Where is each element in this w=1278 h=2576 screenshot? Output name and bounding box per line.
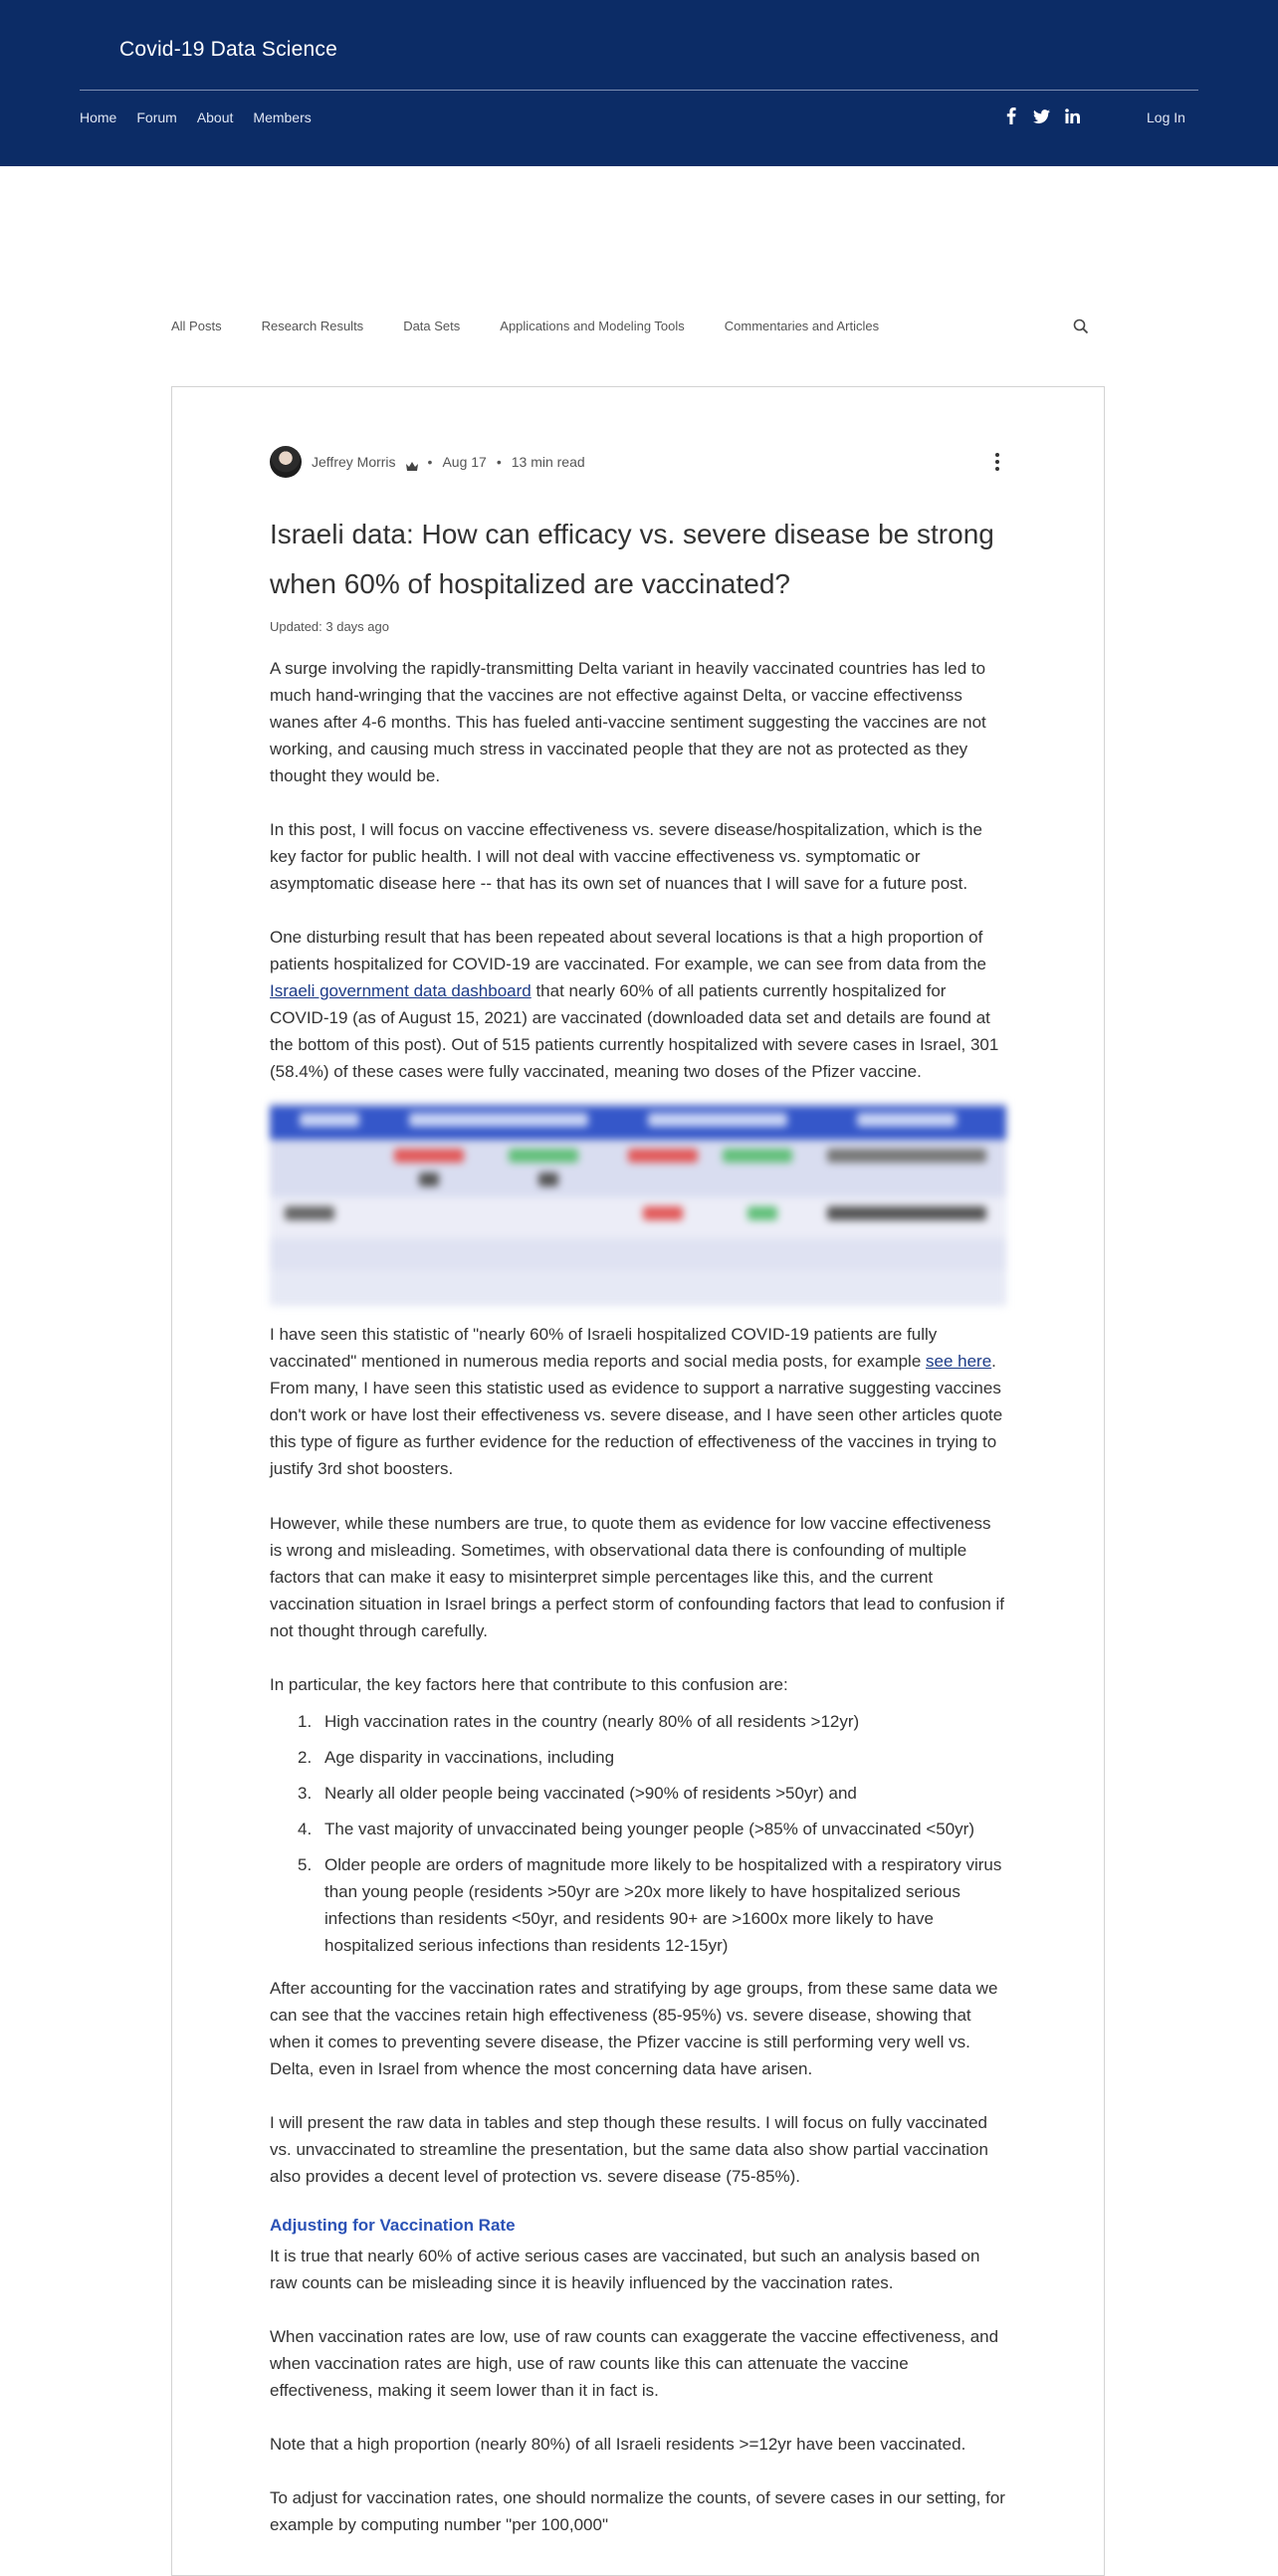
site-header <box>0 0 1278 166</box>
category-data-sets[interactable]: Data Sets <box>403 319 461 333</box>
meta-separator: • <box>496 454 502 470</box>
paragraph-key-factors: In particular, the key factors here that contribute to this confusion are: <box>270 1675 788 1694</box>
data-table-image <box>270 1101 1006 1306</box>
list-item: 4. The vast majority of unvaccinated being younger people (>85% of unvaccinated <50yr) <box>298 1820 975 1838</box>
paragraph-raw-data: I will present the raw data in tables and step though these results. I will focus on fully vaccinated vs. unvaccinated to streamline the presentation, but the same data also show partial vaccination also provides a decent level of protection vs. severe disease (75-85%). <box>270 2113 988 2186</box>
admin-crown-icon <box>406 458 418 467</box>
paragraph-statistic <box>270 1321 1006 1482</box>
site-title[interactable]: Covid-19 Data Science <box>119 38 337 61</box>
category-commentaries[interactable]: Commentaries and Articles <box>724 319 880 333</box>
list-item: 2. Age disparity in vaccinations, including <box>298 1748 615 1767</box>
read-time: 13 min read <box>511 454 585 470</box>
list-item: 1. High vaccination rates in the country (nearly 80% of all residents >12yr) <box>298 1712 860 1731</box>
facebook-icon[interactable] <box>1002 107 1019 124</box>
paragraph-disturbing-result <box>270 924 1006 1085</box>
paragraph-normalize: To adjust for vaccination rates, one should normalize the counts, of severe cases in our setting, for example by computing number "per 100,000" <box>270 2488 1005 2534</box>
paragraph-text: I have seen this statistic of "nearly 60% of Israeli hospitalized COVID-19 patients are fully vaccinated" mentioned in numerous media reports and social media posts, for example <box>270 1325 938 1371</box>
category-applications[interactable]: Applications and Modeling Tools <box>500 319 685 333</box>
nav-about[interactable]: About <box>196 109 234 125</box>
paragraph-raw-counts: It is true that nearly 60% of active serious cases are vaccinated, but such an analysis based on raw counts can be misleading since it is heavily influenced by the vaccination rates. <box>270 2247 980 2292</box>
paragraph-focus: In this post, I will focus on vaccine effectiveness vs. severe disease/hospitalization, which is the key factor for public health. I will not deal with vaccine effectiveness vs. symptomatic or asymptomatic disease here -- that has its own set of nuances that I will save for a future post. <box>270 820 982 893</box>
paragraph-misleading: However, while these numbers are true, to quote them as evidence for low vaccine effectiveness is wrong and misleading. Sometimes, with observational data there is confounding of multiple factors that can make it easy to misinterpret simple percentages like this, and the current vaccination situation in Israel brings a perfect storm of confounding factors that lead to confusion if not thought through carefully. <box>270 1514 1005 1640</box>
post-date: Aug 17 <box>442 454 487 470</box>
nav-forum[interactable]: Forum <box>136 109 177 125</box>
main-nav <box>80 109 312 125</box>
see-here-link[interactable]: see here <box>926 1352 992 1371</box>
avatar[interactable] <box>270 446 302 478</box>
header-divider <box>80 90 1198 91</box>
search-icon[interactable] <box>1073 319 1089 334</box>
updated-label: Updated: 3 days ago <box>270 619 389 634</box>
login-link[interactable]: Log In <box>1147 109 1185 125</box>
meta-separator: • <box>427 454 433 470</box>
list-item-text: Nearly all older people being vaccinated (>90% of residents >50yr) and <box>324 1784 857 1803</box>
paragraph-text: that nearly 60% of all patients currently hospitalized for COVID-19 (as of August 15, 2021) are vaccinated (downloaded data set and details are found at the bottom of this post). Out of 515 patients currently hospitalized with severe cases in Israel, 301 (58.4%) of these cases were fully vaccinated, meaning two doses of the Pfizer vaccine. <box>270 981 999 1081</box>
category-all-posts[interactable]: All Posts <box>171 319 222 333</box>
linkedin-icon[interactable] <box>1064 107 1081 124</box>
blog-category-nav <box>171 319 879 333</box>
post-title: Israeli data: How can efficacy vs. severe disease be strong when 60% of hospitalized are vaccinated? <box>270 519 994 599</box>
list-item-text: High vaccination rates in the country (nearly 80% of all residents >12yr) <box>324 1712 860 1731</box>
paragraph-text: One disturbing result that has been repeated about several locations is that a high proportion of patients hospitalized for COVID-19 are vaccinated. For example, we can see from data from the <box>270 928 987 973</box>
paragraph-intro: A surge involving the rapidly-transmitting Delta variant in heavily vaccinated countries has led to much hand-wringing that the vaccines are not effective against Delta, or vaccine effectivenss wanes after 4-6 months. This has fueled anti-vaccine sentiment suggesting the vaccines are not working, and causing much stress in vaccinated people that they are not as protected as they thought they would be. <box>270 659 986 785</box>
list-item-text: The vast majority of unvaccinated being younger people (>85% of unvaccinated <50yr) <box>324 1820 975 1838</box>
list-item-text: Age disparity in vaccinations, including <box>324 1748 615 1767</box>
author-name[interactable]: Jeffrey Morris <box>312 454 396 470</box>
category-research-results[interactable]: Research Results <box>261 319 364 333</box>
list-item-text: Older people are orders of magnitude more likely to be hospitalized with a respiratory virus than young people (residents >50yr are >20x more likely to have hospitalized serious infections than residents <50yr, and residents 90+ are >1600x more likely to have hospitalized serious infections than residents 12-15yr) <box>324 1855 1002 1955</box>
more-options-icon[interactable] <box>995 453 999 471</box>
israeli-dashboard-link[interactable]: Israeli government data dashboard <box>270 981 532 1000</box>
paragraph-text: . From many, I have seen this statistic used as evidence to support a narrative suggesting vaccines don't work or have lost their effectiveness vs. severe disease, and I have seen other articles quote this type of figure as further evidence for the reduction of effectiveness of the vaccines in trying to justify 3rd shot boosters. <box>270 1352 1003 1478</box>
post-meta <box>270 446 585 478</box>
nav-members[interactable]: Members <box>253 109 312 125</box>
paragraph-after-accounting: After accounting for the vaccination rates and stratifying by age groups, from these same data we can see that the vaccines retain high effectiveness (85-95%) vs. severe disease, showing that when it comes to preventing severe disease, the Pfizer vaccine is still performing very well vs. Delta, even in Israel from whence the most concerning data have arisen. <box>270 1979 998 2078</box>
paragraph-high-proportion: Note that a high proportion (nearly 80%) of all Israeli residents >=12yr have been vaccinated. <box>270 2435 966 2454</box>
social-links <box>1002 107 1081 124</box>
list-item: 3. Nearly all older people being vaccinated (>90% of residents >50yr) and <box>298 1784 857 1803</box>
list-item: 5. Older people are orders of magnitude more likely to be hospitalized with a respiratory virus than young people (residents >50yr are >20x more likely to have hospitalized serious infections than residents <50yr, and residents 90+ are >1600x more likely to have hospitalized serious infections than residents 12-15yr) <box>298 1855 1002 1955</box>
nav-home[interactable]: Home <box>80 109 117 125</box>
paragraph-vaccination-rates: When vaccination rates are low, use of raw counts can exaggerate the vaccine effectiveness, and when vaccination rates are high, use of raw counts like this can attenuate the vaccine effectiveness, making it seem lower than it in fact is. <box>270 2327 999 2400</box>
factors-list <box>270 1708 1006 1968</box>
section-heading: Adjusting for Vaccination Rate <box>270 2216 516 2235</box>
twitter-icon[interactable] <box>1033 107 1050 124</box>
